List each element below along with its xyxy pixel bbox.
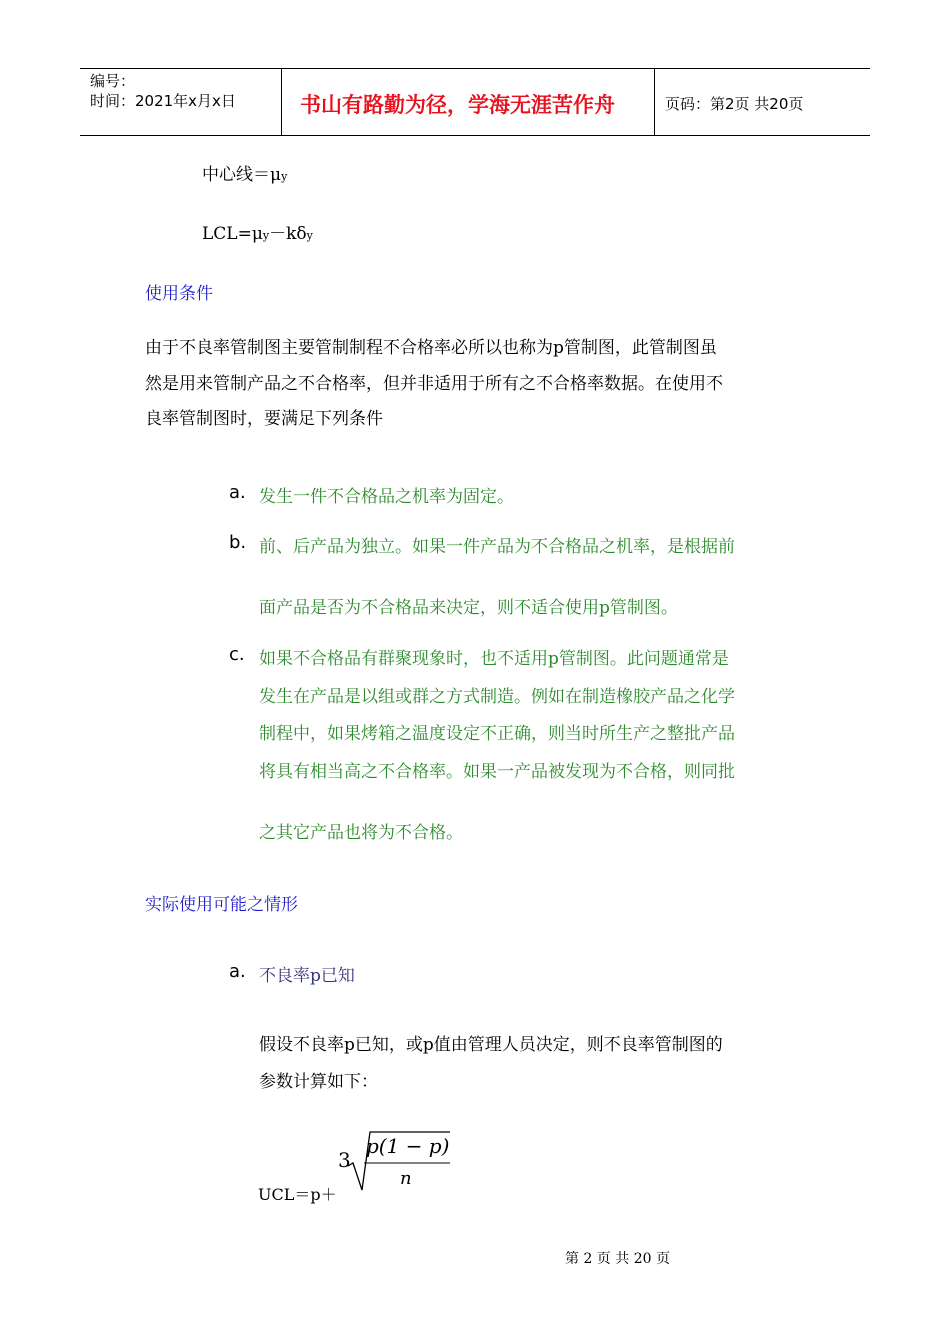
header-motto: 书山有路勤为径，学海无涯苦作舟	[300, 93, 615, 117]
ucl-numerator: p(1 − p)	[366, 1134, 450, 1158]
center-line-formula	[202, 160, 287, 185]
condition-item-b-line2: 面产品是否为不合格品来决定，则不适合使用p管制图。	[259, 598, 678, 618]
situation-paragraph	[259, 1027, 819, 1101]
section-heading-conditions: 使用条件	[145, 284, 213, 304]
paragraph-line: 良率管制图时，要满足下列条件	[145, 409, 383, 429]
condition-item-b-line1: 前、后产品为独立。如果一件产品为不合格品之机率，是根据前	[259, 537, 735, 557]
header-divider-left	[281, 68, 282, 136]
condition-item-c-line2: 发生在产品是以组或群之方式制造。例如在制造橡胶产品之化学	[259, 687, 735, 707]
condition-item-c-line4: 将具有相当高之不合格率。如果一产品被发现为不合格，则同批	[259, 762, 735, 782]
list-marker-a: a.	[229, 482, 246, 503]
header-page-info: 页码：第2页 共20页	[665, 95, 804, 113]
paragraph-line: 参数计算如下：	[259, 1072, 378, 1092]
header-number-label: 编号：	[90, 72, 136, 90]
center-line-text: 中心线＝μ	[202, 165, 282, 185]
lcl-subscript-1: y	[262, 229, 270, 242]
header-time-label: 时间：2021年x月x日	[90, 92, 236, 110]
list-marker-c: c.	[229, 644, 245, 665]
list-marker-b: b.	[229, 532, 247, 553]
center-line-subscript: y	[281, 170, 288, 183]
condition-item-a: 发生一件不合格品之机率为固定。	[259, 487, 514, 507]
ucl-label: UCL＝p＋	[258, 1185, 337, 1204]
lcl-subscript-2: y	[306, 229, 313, 242]
condition-item-c-line3: 制程中，如果烤箱之温度设定不正确，则当时所生产之整批产品	[259, 724, 735, 744]
lcl-formula	[202, 219, 313, 244]
paragraph-line: 然是用来管制产品之不合格率，但并非适用于所有之不合格率数据。在使用不	[145, 373, 723, 394]
lcl-text: LCL=μ	[202, 224, 263, 244]
paragraph-line: 由于不良率管制图主要管制制程不合格率必所以也称为p管制图，此管制图虽	[145, 338, 717, 358]
ucl-coefficient: 3	[338, 1148, 351, 1172]
condition-item-c-line1: 如果不合格品有群聚现象时，也不适用p管制图。此问题通常是	[259, 649, 729, 669]
conditions-paragraph	[145, 331, 805, 438]
situation-item-a: 不良率p已知	[259, 966, 355, 986]
header-bottom-border	[80, 135, 870, 136]
header-divider-right	[654, 68, 655, 136]
ucl-denominator: n	[400, 1168, 412, 1189]
list-marker-a2: a.	[229, 961, 246, 982]
page-footer: 第 2 页 共 20 页	[565, 1251, 670, 1267]
condition-item-c-line5: 之其它产品也将为不合格。	[259, 823, 463, 843]
section-heading-situations: 实际使用可能之情形	[145, 895, 298, 915]
header-top-border	[80, 68, 870, 69]
lcl-mid-text: －kδ	[269, 224, 307, 244]
paragraph-line: 假设不良率p已知，或p值由管理人员决定，则不良率管制图的	[259, 1035, 723, 1055]
